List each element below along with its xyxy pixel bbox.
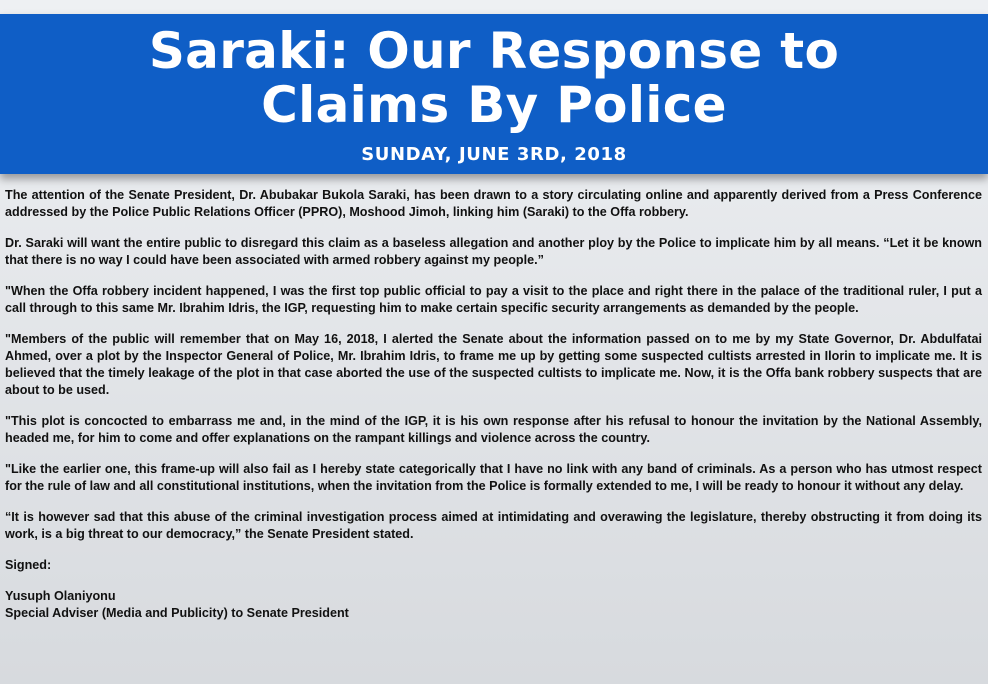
signatory-name: Yusuph Olaniyonu — [5, 589, 116, 603]
paragraph-5: "This plot is concocted to embarrass me and, in the mind of the IGP, it is his own response after his refusal to honour the invitation by the National Assembly, headed me, for him to come and offer explanations on the rampant killings and violence across the country. — [5, 414, 982, 445]
paragraph-1: The attention of the Senate President, Dr. Abubakar Bukola Saraki, has been drawn to a story circulating online and apparently derived from a Press Conference addressed by the Police Public Relations Officer (PPRO), Moshood Jimoh, linking him (Saraki) to the Offa robbery. — [5, 188, 982, 219]
signed-label: Signed: — [5, 558, 52, 572]
title-line-1: Saraki: Our Response to — [148, 22, 840, 80]
title-line-2: Claims By Police — [261, 76, 727, 134]
top-margin — [0, 0, 988, 14]
header-banner — [0, 14, 988, 174]
paragraph-7: “It is however sad that this abuse of the criminal investigation process aimed at intimidating and overawing the legislature, thereby obstructing it from doing its work, is a big threat to our democracy,” the Senate President stated. — [5, 510, 982, 541]
statement-body — [5, 187, 982, 622]
signatory-title: Special Adviser (Media and Publicity) to Senate President — [5, 606, 349, 620]
paragraph-3: "When the Offa robbery incident happened, I was the first top public official to pay a visit to the place and right there in the palace of the traditional ruler, I put a call through to this same Mr. Ibrahim Idris, the IGP, requesting him to make certain specific security arrangements as demanded by the people. — [5, 284, 982, 315]
paragraph-2: Dr. Saraki will want the entire public to disregard this claim as a baseless allegation and another ploy by the Police to implicate him by all means. “Let it be known that there is no way I could have been associated with armed robbery against my people.” — [5, 236, 982, 267]
date-line: SUNDAY, JUNE 3RD, 2018 — [361, 144, 627, 165]
page-title — [0, 24, 988, 132]
paragraph-4: "Members of the public will remember that on May 16, 2018, I alerted the Senate about the information passed on to me by my State Governor, Dr. Abdulfatai Ahmed, over a plot by the Inspector General of Police, Mr. Ibrahim Idris, to frame me up by getting some suspected cultists arrested in Ilorin to implicate me. It is believed that the timely leakage of the plot in that case aborted the use of the suspected cultists to implicate me. Now, it is the Offa bank robbery suspects that are about to be used. — [5, 332, 982, 397]
paragraph-6: "Like the earlier one, this frame-up will also fail as I hereby state categorically that I have no link with any band of criminals. As a person who has utmost respect for the rule of law and all constitutional institutions, when the invitation from the Police is formally extended to me, I will be ready to honour it without any delay. — [5, 462, 982, 493]
